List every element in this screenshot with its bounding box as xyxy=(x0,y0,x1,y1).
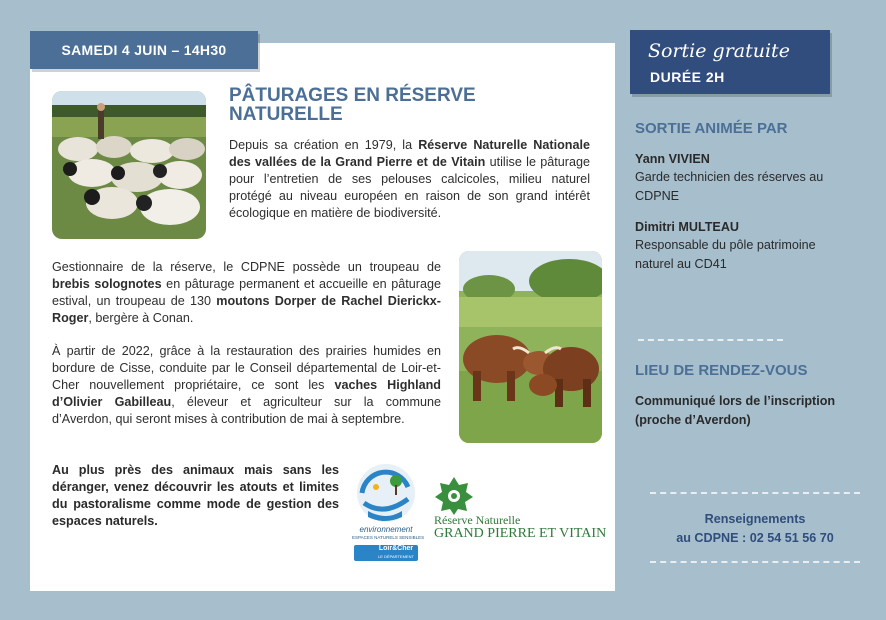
reserve-text-1: Réserve Naturelle xyxy=(434,513,521,527)
divider-2 xyxy=(650,492,860,494)
env-text-3: Loir&Cher xyxy=(378,545,414,552)
info-block xyxy=(650,510,860,548)
highland-bold-1: vaches Highland d’Olivier Gabilleau xyxy=(52,378,441,409)
reserve-flower-icon xyxy=(434,475,474,515)
environnement-logo xyxy=(352,463,425,563)
intro-bold-1: Réserve Naturelle Nationale des vallées de la Grand Pierre et de Vitain xyxy=(229,138,590,169)
highland-text-1: À partir de 2022, grâce à la restauration des prairies humides en bordure de Cisse, conduite par le Conseil départemental de Loir-et-Cher nouvellement propriétaire, ce sont les xyxy=(52,344,441,392)
free-outing-badge xyxy=(630,30,830,94)
herd-bold-1: brebis solognotes xyxy=(52,277,162,291)
intro-text-2: utilise le pâturage pour l’entretien de ses pelouses calcicoles, milieu naturel protégé au niveau européen en raison de son grand intérêt écologique en matière de biodiversité. xyxy=(229,155,590,220)
meeting-heading: LIEU DE RENDEZ-VOUS xyxy=(635,362,808,379)
herd-text-3: , bergère à Conan. xyxy=(88,311,194,325)
env-text-2: ESPACES NATURELS SENSIBLES xyxy=(352,535,425,540)
highland-cows-image xyxy=(459,251,602,443)
reserve-naturelle-logo xyxy=(434,475,607,545)
reserve-text-2: GRAND PIERRE ET VITAIN xyxy=(434,526,607,541)
herd-paragraph xyxy=(52,259,441,327)
date-badge-text: SAMEDI 4 JUIN – 14H30 xyxy=(61,42,227,58)
env-text-1: environnement xyxy=(359,525,413,534)
highland-paragraph xyxy=(52,343,441,428)
info-phone: au CDPNE : 02 54 51 56 70 xyxy=(676,531,834,545)
guide-1-name: Yann VIVIEN xyxy=(635,152,710,166)
guide-2-role: Responsable du pôle patrimoine naturel au CD41 xyxy=(635,238,816,271)
info-line-1: Renseignements xyxy=(704,512,806,526)
herd-text-2: en pâturage permanent et accueille en pâturage estival, un troupeau de 130 xyxy=(52,277,441,308)
intro-text-1: Depuis sa création en 1979, la xyxy=(229,138,419,152)
title-line-1: PÂTURAGES EN RÉSERVE xyxy=(229,85,476,106)
highland-text-2: , éleveur et agriculteur sur la commune d’Averdon, qui seront mises à contribution de mai à septembre. xyxy=(52,395,441,426)
divider-3 xyxy=(650,561,860,563)
guide-1-role: Garde technicien des réserves au CDPNE xyxy=(635,170,824,203)
sheep-photo xyxy=(52,91,206,239)
sheep-photo-image xyxy=(52,91,206,239)
duration-text: DURÉE 2H xyxy=(650,69,725,85)
title-line-2: NATURELLE xyxy=(229,104,343,125)
page-title xyxy=(229,86,589,124)
guide-2-name: Dimitri MULTEAU xyxy=(635,220,740,234)
guides-heading: SORTIE ANIMÉE PAR xyxy=(635,120,788,137)
intro-paragraph xyxy=(229,137,590,222)
herd-bold-2: moutons Dorper de Rachel Dierickx-Roger xyxy=(52,294,441,325)
date-badge xyxy=(30,31,258,69)
divider-1 xyxy=(638,339,783,341)
meeting-text: Communiqué lors de l’inscription (proche d’Averdon) xyxy=(635,394,836,427)
herd-text-1: Gestionnaire de la réserve, le CDPNE possède un troupeau de xyxy=(52,260,441,274)
env-text-4: LE DÉPARTEMENT xyxy=(378,554,414,559)
free-outing-text: Sortie gratuite xyxy=(648,40,790,62)
highland-cows-photo xyxy=(459,251,602,443)
invitation-paragraph: Au plus près des animaux mais sans les déranger, venez découvrir les atouts et limites du pastoralisme comme mode de gestion des espaces naturels. xyxy=(52,463,339,528)
